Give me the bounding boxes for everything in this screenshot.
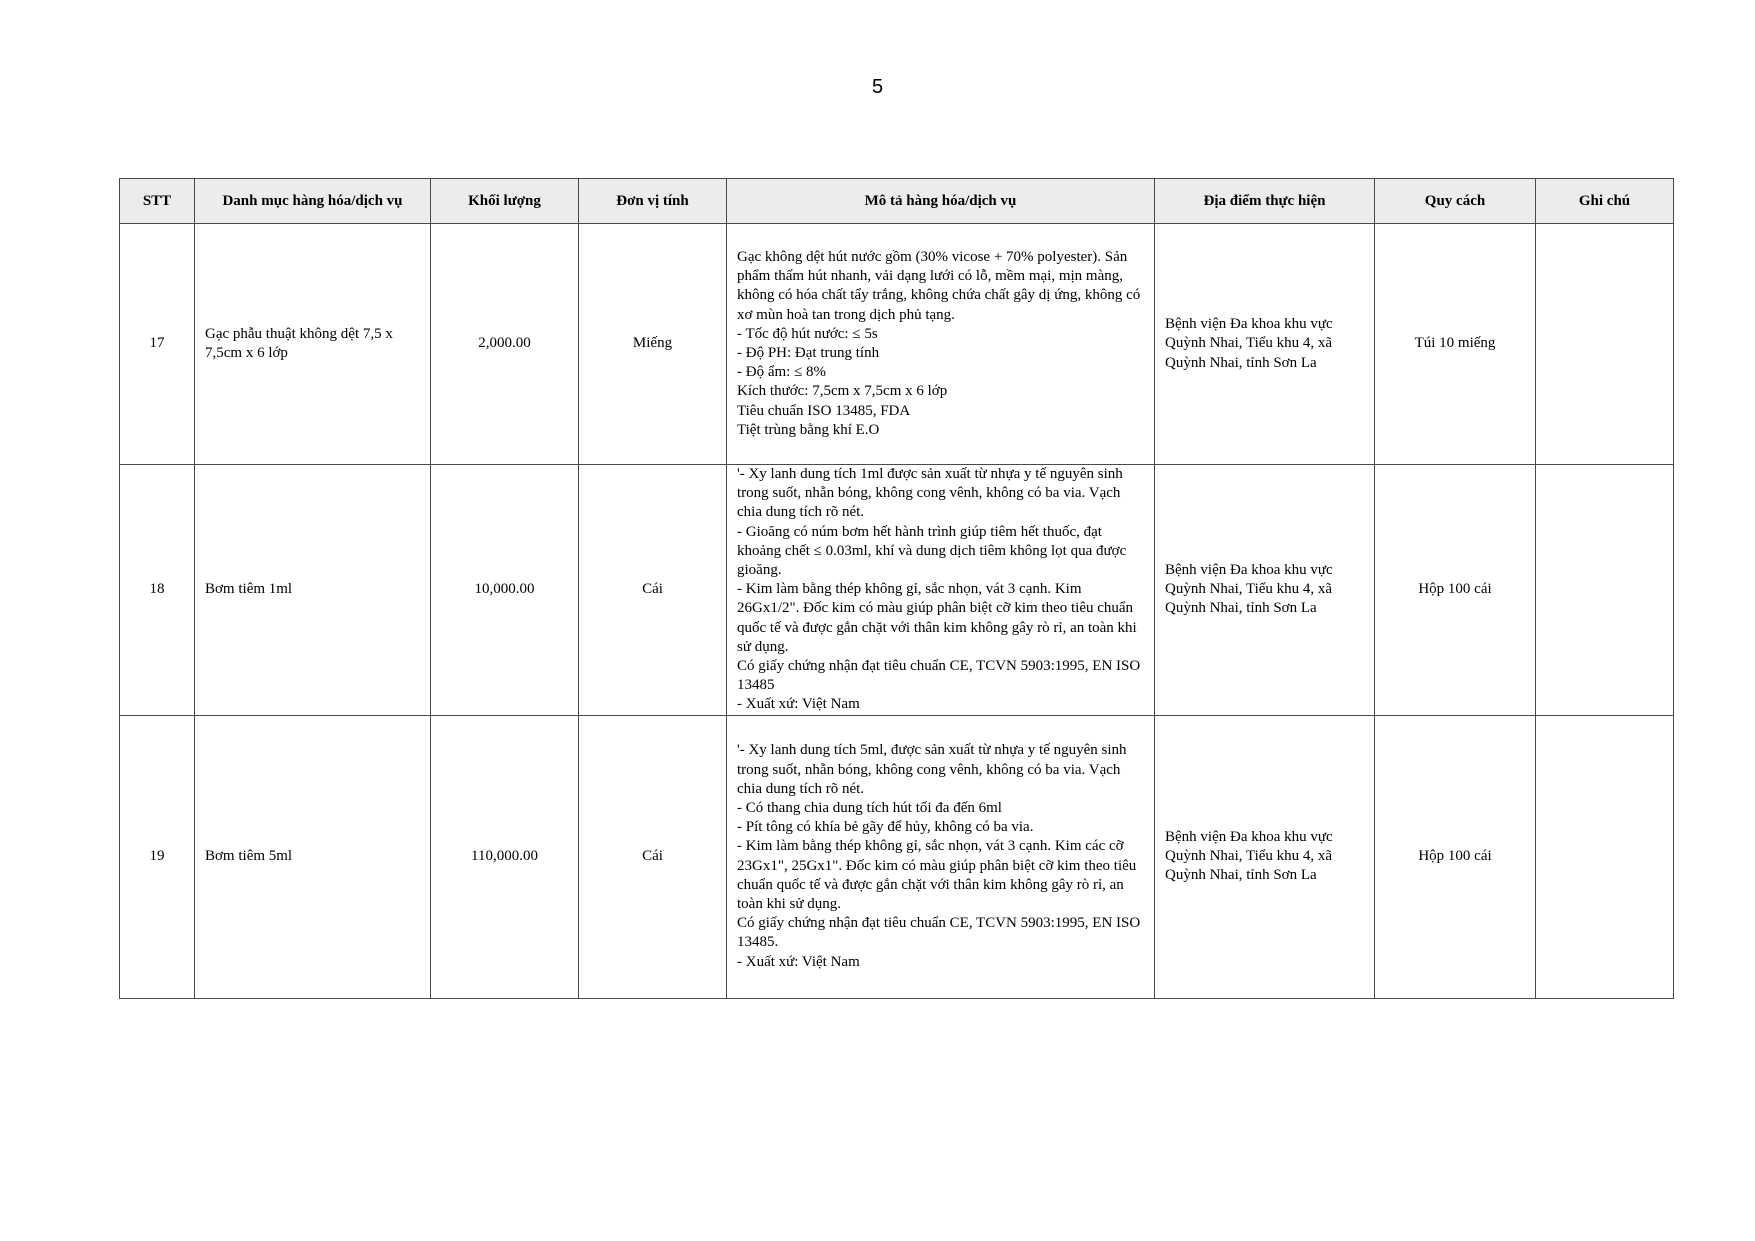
cell-description: '- Xy lanh dung tích 1ml được sản xuất từ nhựa y tế nguyên sinh trong suốt, nhẵn bóng, không cong vênh, không có ba via. Vạch chia dung tích rõ nét. - Gioăng có núm bơm hết hành trình giúp tiêm hết thuốc, đạt khoảng chết ≤ 0.03ml, khí và dung dịch tiêm không lọt qua được gioăng. - Kim làm bằng thép không gỉ, sắc nhọn, vát 3 cạnh. Kim 26Gx1/2". Đốc kim có màu giúp phân biệt cỡ kim theo tiêu chuẩn quốc tế và được gắn chặt với thân kim không gây rò rỉ, an toàn khi sử dụng. Có giấy chứng nhận đạt tiêu chuẩn CE, TCVN 5903:1995, EN ISO 13485 - Xuất xứ: Việt Nam xyxy=(727,465,1155,716)
cell-quantity: 110,000.00 xyxy=(431,715,579,998)
cell-quantity: 2,000.00 xyxy=(431,224,579,465)
header-note: Ghi chú xyxy=(1536,179,1674,224)
cell-note xyxy=(1536,715,1674,998)
header-location: Địa điểm thực hiện xyxy=(1155,179,1375,224)
cell-item: Bơm tiêm 5ml xyxy=(195,715,431,998)
table-row xyxy=(120,224,1674,465)
page-number: 5 xyxy=(871,76,884,98)
cell-quantity: 10,000.00 xyxy=(431,465,579,716)
header-unit: Đơn vị tính xyxy=(579,179,727,224)
cell-location: Bệnh viện Đa khoa khu vực Quỳnh Nhai, Tiểu khu 4, xã Quỳnh Nhai, tỉnh Sơn La xyxy=(1155,715,1375,998)
cell-item: Gạc phẫu thuật không dệt 7,5 x 7,5cm x 6 lớp xyxy=(195,224,431,465)
header-description: Mô tả hàng hóa/dịch vụ xyxy=(727,179,1155,224)
header-stt: STT xyxy=(120,179,195,224)
cell-location: Bệnh viện Đa khoa khu vực Quỳnh Nhai, Tiểu khu 4, xã Quỳnh Nhai, tỉnh Sơn La xyxy=(1155,224,1375,465)
header-quantity: Khối lượng xyxy=(431,179,579,224)
cell-location: Bệnh viện Đa khoa khu vực Quỳnh Nhai, Tiểu khu 4, xã Quỳnh Nhai, tỉnh Sơn La xyxy=(1155,465,1375,716)
header-packaging: Quy cách xyxy=(1375,179,1536,224)
table-header-row xyxy=(120,179,1674,224)
cell-packaging: Hộp 100 cái xyxy=(1375,465,1536,716)
cell-unit: Cái xyxy=(579,465,727,716)
cell-stt: 19 xyxy=(120,715,195,998)
table-row xyxy=(120,715,1674,998)
cell-unit: Cái xyxy=(579,715,727,998)
table-row xyxy=(120,465,1674,716)
cell-unit: Miếng xyxy=(579,224,727,465)
cell-item: Bơm tiêm 1ml xyxy=(195,465,431,716)
cell-stt: 17 xyxy=(120,224,195,465)
cell-stt: 18 xyxy=(120,465,195,716)
header-item: Danh mục hàng hóa/dịch vụ xyxy=(195,179,431,224)
cell-description: '- Xy lanh dung tích 5ml, được sản xuất từ nhựa y tế nguyên sinh trong suốt, nhẵn bóng, không cong vênh, không có ba via. Vạch chia dung tích rõ nét. - Có thang chia dung tích hút tối đa đến 6ml - Pít tông có khía bẻ gãy để hủy, không có ba via. - Kim làm bằng thép không gỉ, sắc nhọn, vát 3 cạnh. Kim các cỡ 23Gx1", 25Gx1". Đốc kim có màu giúp phân biệt cỡ kim theo tiêu chuẩn quốc tế và được gắn chặt với thân kim không gây rò rỉ, an toàn khi sử dụng. Có giấy chứng nhận đạt tiêu chuẩn CE, TCVN 5903:1995, EN ISO 13485. - Xuất xứ: Việt Nam xyxy=(727,715,1155,998)
cell-description: Gạc không dệt hút nước gồm (30% vicose + 70% polyester). Sản phẩm thấm hút nhanh, vải dạng lưới có lỗ, mềm mại, mịn màng, không có hóa chất tẩy trắng, không chứa chất gây dị ứng, không có xơ mùn hoà tan trong dịch phủ tạng. - Tốc độ hút nước: ≤ 5s - Độ PH: Đạt trung tính - Độ ẩm: ≤ 8% Kích thước: 7,5cm x 7,5cm x 6 lớp Tiêu chuẩn ISO 13485, FDA Tiệt trùng bằng khí E.O xyxy=(727,224,1155,465)
cell-packaging: Túi 10 miếng xyxy=(1375,224,1536,465)
goods-table xyxy=(119,178,1674,999)
cell-note xyxy=(1536,465,1674,716)
cell-note xyxy=(1536,224,1674,465)
cell-packaging: Hộp 100 cái xyxy=(1375,715,1536,998)
